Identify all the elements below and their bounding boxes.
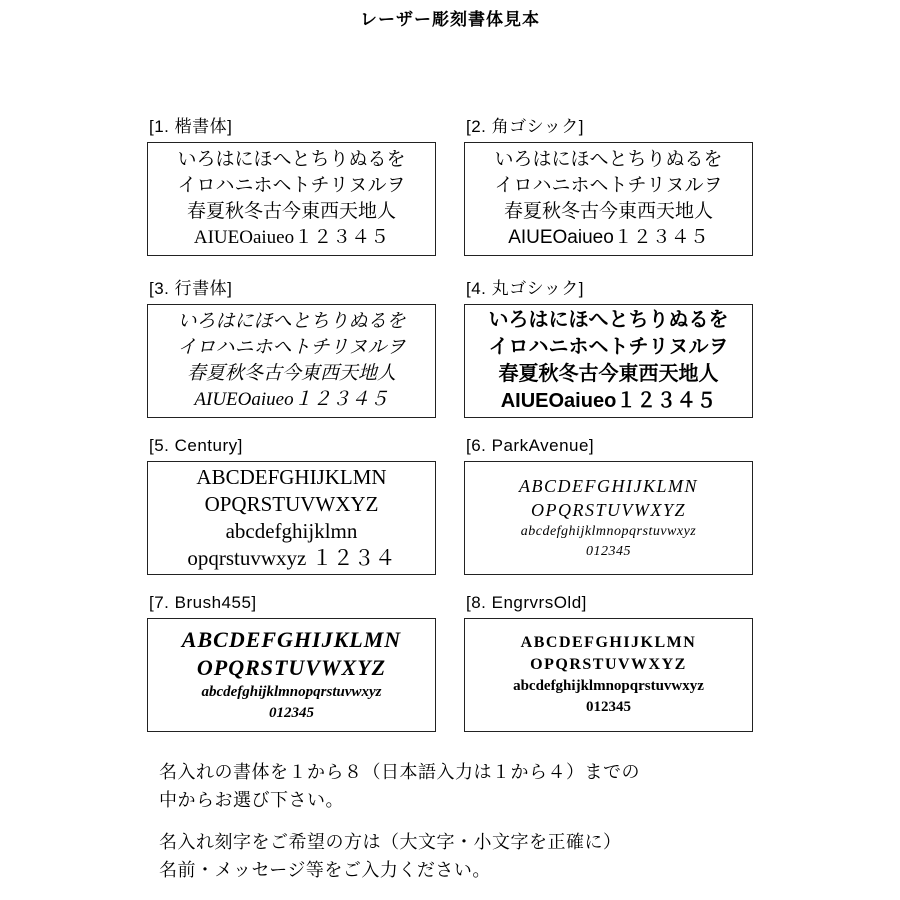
sample-line: abcdefghijklmnopqrstuvwxyz xyxy=(520,524,697,539)
sample-line: イロハニホヘトチリヌルヲ xyxy=(177,175,406,196)
sample-line: ABCDEFGHIJKLMN xyxy=(181,627,402,652)
sample-line: ABCDEFGHIJKLMN xyxy=(196,465,387,489)
font-sample-box xyxy=(464,618,753,732)
note-line: 中からお選び下さい。 xyxy=(159,790,344,810)
sample-line: OPQRSTUVWXYZ xyxy=(530,500,686,520)
sample-line: AIUEOaiueo１２３４５ xyxy=(193,227,390,248)
sample-line: 012345 xyxy=(586,699,631,715)
sample-line: AIUEOaiueo１２３４５ xyxy=(194,389,389,410)
font-sample-box xyxy=(464,461,753,575)
note-font-selection xyxy=(159,758,753,814)
note-line: 名入れ刻字をご希望の方は（大文字・小文字を正確に） xyxy=(159,832,622,852)
sample-line: イロハニホヘトチリヌルヲ xyxy=(494,175,723,196)
sample-line: いろはにほへとちりぬるを xyxy=(488,309,729,331)
font-sample-box xyxy=(147,142,436,256)
sample-line: ABCDEFGHIJKLMN xyxy=(519,476,698,496)
sample-line: イロハニホヘトチリヌルヲ xyxy=(488,336,729,358)
font-sample-box xyxy=(147,461,436,575)
sample-line: ABCDEFGHIJKLMN xyxy=(520,634,697,651)
sample-line: abcdefghijklmnopqrstuvwxyz xyxy=(201,684,382,700)
font-sample-kakugothic xyxy=(464,112,753,256)
font-sample-gyosho xyxy=(147,274,436,418)
font-sample-label: [7. Brush455] xyxy=(149,593,257,612)
sample-line: opqrstuvwxyz １２３４ xyxy=(187,546,396,570)
sample-line: 012345 xyxy=(269,705,314,721)
font-sample-label: [4. 丸ゴシック] xyxy=(466,279,585,298)
sample-line: OPQRSTUVWXYZ xyxy=(204,492,379,516)
sample-line: OPQRSTUVWXYZ xyxy=(196,655,387,680)
font-sample-label: [1. 楷書体] xyxy=(149,117,233,136)
sample-line: イロハニホヘトチリヌルヲ xyxy=(177,337,406,358)
sample-line: abcdefghijklmn xyxy=(225,519,358,543)
page-title: レーザー彫刻書体見本 xyxy=(360,10,540,29)
font-sample-century xyxy=(147,436,436,575)
sample-line: 春夏秋冬古今東西天地人 xyxy=(503,201,713,222)
sample-line: 春夏秋冬古今東西天地人 xyxy=(186,201,396,222)
font-sample-brush455 xyxy=(147,593,436,732)
sample-line: AIUEOaiueo１２３４５ xyxy=(508,227,709,248)
note-line: 名前・メッセージ等をご入力ください。 xyxy=(159,860,491,880)
font-sample-parkavenue xyxy=(464,436,753,575)
instructions xyxy=(147,758,753,884)
sample-line: 春夏秋冬古今東西天地人 xyxy=(498,363,719,385)
font-sample-marugothic xyxy=(464,274,753,418)
font-sample-box xyxy=(147,618,436,732)
font-sample-engrvrsold xyxy=(464,593,753,732)
font-sample-label: [6. ParkAvenue] xyxy=(466,436,595,455)
note-line: 名入れの書体を１から８（日本語入力は１から４）までの xyxy=(159,762,640,782)
font-sample-box xyxy=(147,304,436,418)
font-sample-box xyxy=(464,142,753,256)
sample-line: 012345 xyxy=(586,544,631,559)
font-sample-kaisho xyxy=(147,112,436,256)
font-sample-box xyxy=(464,304,753,418)
sample-line: いろはにほへとちりぬるを xyxy=(494,149,723,170)
sample-line: AIUEOaiueo１２３４５ xyxy=(500,390,717,412)
note-engraving-input xyxy=(159,828,753,884)
sample-line: いろはにほへとちりぬるを xyxy=(177,311,406,332)
font-sample-label: [8. EngrvrsOld] xyxy=(466,593,587,612)
sample-line: 春夏秋冬古今東西天地人 xyxy=(186,363,396,384)
sample-line: OPQRSTUVWXYZ xyxy=(530,656,687,673)
font-sample-label: [2. 角ゴシック] xyxy=(466,117,585,136)
sample-line: abcdefghijklmnopqrstuvwxyz xyxy=(513,678,704,694)
font-sample-label: [3. 行書体] xyxy=(149,279,233,298)
font-sample-label: [5. Century] xyxy=(149,436,243,455)
font-samples-grid xyxy=(147,112,753,732)
sample-line: いろはにほへとちりぬるを xyxy=(177,149,406,170)
